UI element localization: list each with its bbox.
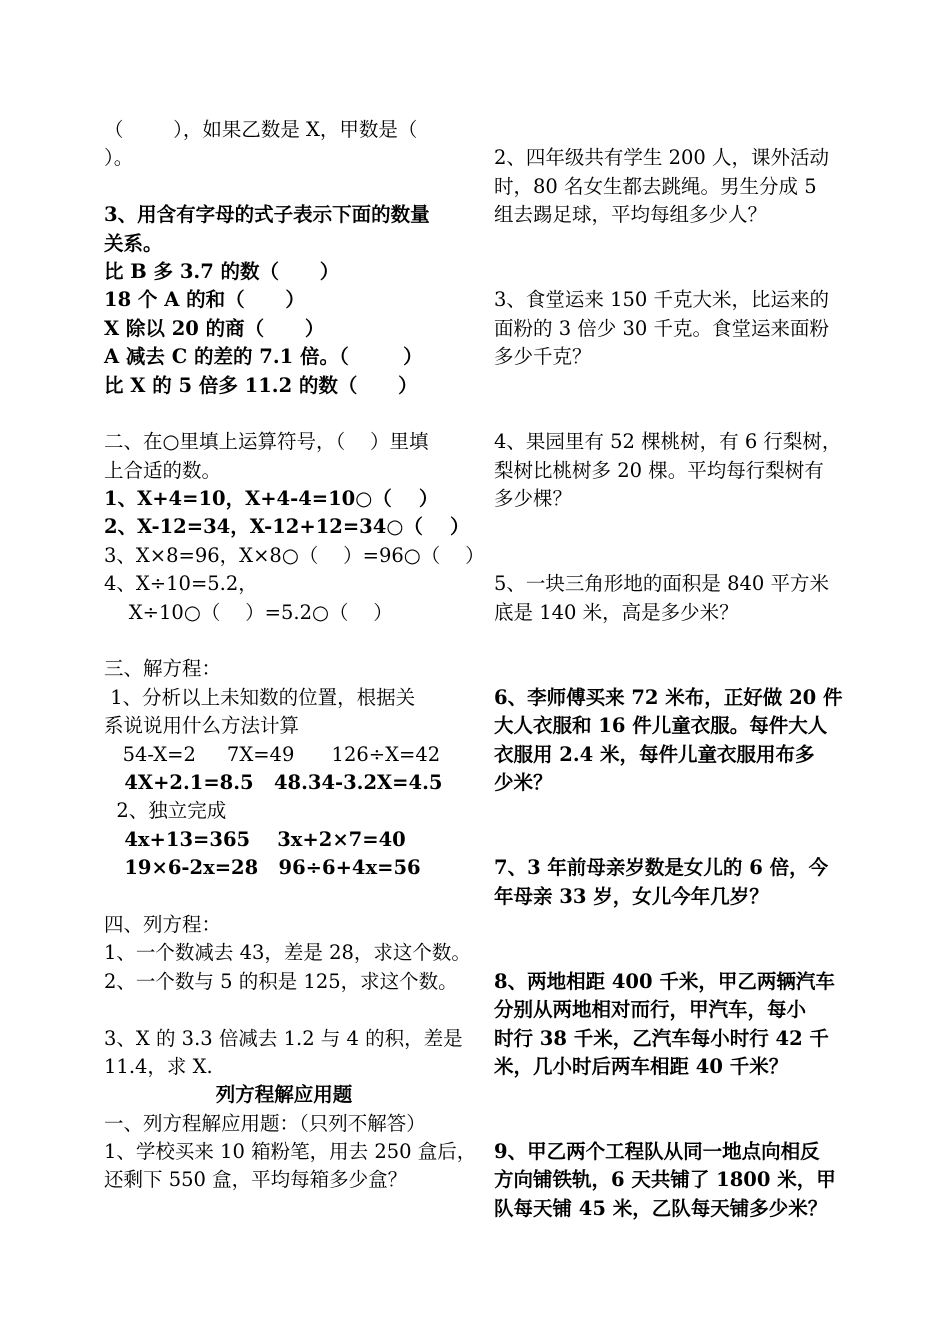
problem-line: 3、食堂运来 150 千克大米，比运来的 (494, 288, 830, 312)
section-heading: 3、用含有字母的式子表示下面的数量 (104, 203, 430, 227)
equation-line: 19×6-2x=28 96÷6+4x=56 (104, 856, 421, 880)
problem-line: 5、一块三角形地的面积是 840 平方米 (494, 572, 830, 596)
problem-line: 梨树比桃树多 20 棵。平均每行梨树有 (494, 458, 824, 482)
section-heading: 二、在○里填上运算符号，（ ）里填 (104, 430, 429, 454)
text-line: ）。 (104, 146, 134, 170)
problem-line: 7、3 年前母亲岁数是女儿的 6 倍，今 (494, 856, 829, 880)
page-title: 列方程解应用题 (215, 1083, 353, 1107)
section-heading: 一、列方程解应用题：（只列不解答） (104, 1111, 426, 1135)
text-line: X÷10○（ ）=5.2○（ ） (104, 600, 393, 624)
section-heading: 四、列方程： (104, 912, 222, 936)
text-line: 1、一个数减去 43，差是 28，求这个数。 (104, 941, 471, 965)
text-line: 系说说用什么方法计算 (104, 714, 300, 738)
problem-line: 6、李师傅买来 72 米布，正好做 20 件 (494, 685, 843, 709)
problem-line: 米，几小时后两车相距 40 千米？ (494, 1054, 789, 1078)
problem-line: 大人衣服和 16 件儿童衣服。每件大人 (494, 714, 828, 738)
text-line: 4、X÷10=5.2， (104, 572, 258, 596)
problem-line: 多少千克？ (494, 345, 592, 369)
text-line: 2、X-12=34，X-12+12=34○（ ） (104, 515, 470, 539)
section-heading: 三、解方程： (104, 657, 222, 681)
problem-line: 衣服用 2.4 米，每件儿童衣服用布多 (494, 742, 815, 766)
problem-line: 组去踢足球，平均每组多少人？ (494, 203, 768, 227)
problem-line: 少米？ (494, 770, 553, 794)
text-line: 3、X×8=96，X×8○（ ）=96○（ ） (104, 543, 485, 567)
problem-line: 年母亲 33 岁，女儿今年几岁？ (494, 884, 769, 908)
text-line: 1、X+4=10，X+4-4=10○（ ） (104, 487, 439, 511)
text-line: X 除以 20 的商（ ） (104, 316, 325, 340)
problem-line: 面粉的 3 倍少 30 千克。食堂运来面粉 (494, 316, 830, 340)
problem-line: 多少棵？ (494, 487, 573, 511)
equation-line: 4x+13=365 3x+2×7=40 (104, 827, 406, 851)
problem-line: 9、甲乙两个工程队从同一地点向相反 (494, 1140, 820, 1164)
problem-line: 方向铺铁轨，6 天共铺了 1800 米，甲 (494, 1168, 836, 1192)
text-line: 11.4，求 X. (104, 1054, 213, 1078)
text-line: 2、独立完成 (104, 799, 227, 823)
text-line: 1、分析以上未知数的位置，根据关 (104, 685, 416, 709)
text-line: 比 X 的 5 倍多 11.2 的数（ ） (104, 373, 418, 397)
problem-line: 时，80 名女生都去跳绳。男生分成 5 (494, 174, 817, 198)
text-line: 关系。 (104, 231, 163, 255)
problem-line: 分别从两地相对而行，甲汽车，每小 (494, 998, 807, 1022)
problem-line: 时行 38 千米，乙汽车每小时行 42 千 (494, 1026, 829, 1050)
text-line: 比 B 多 3.7 的数（ ） (104, 259, 340, 283)
text-line: 上合适的数。 (104, 458, 222, 482)
text-line: （ ），如果乙数是 X，甲数是（ (104, 118, 418, 141)
text-line: 1、学校买来 10 箱粉笔，用去 250 盒后， (104, 1140, 477, 1164)
text-line: A 减去 C 的差的 7.1 倍。（ ） (104, 345, 423, 369)
right-column (494, 116, 854, 1223)
problem-line: 8、两地相距 400 千米，甲乙两辆汽车 (494, 969, 835, 993)
text-line: 2、一个数与 5 的积是 125，求这个数。 (104, 969, 458, 993)
problem-line: 底是 140 米，高是多少米？ (494, 600, 739, 624)
problem-line: 队每天铺 45 米，乙队每天铺多少米？ (494, 1196, 828, 1220)
problem-line: 4、果园里有 52 棵桃树，有 6 行梨树， (494, 430, 842, 454)
problem-line: 2、四年级共有学生 200 人，课外活动 (494, 146, 830, 170)
text-line: 18 个 A 的和（ ） (104, 288, 305, 312)
left-column (104, 116, 485, 1195)
text-line: 还剩下 550 盒，平均每箱多少盒？ (104, 1168, 408, 1192)
equation-line: 54-X=2 7X=49 126÷X=42 (104, 742, 441, 766)
equation-line: 4X+2.1=8.5 48.34-3.2X=4.5 (104, 770, 443, 794)
text-line: 3、X 的 3.3 倍减去 1.2 与 4 的积，差是 (104, 1026, 463, 1050)
